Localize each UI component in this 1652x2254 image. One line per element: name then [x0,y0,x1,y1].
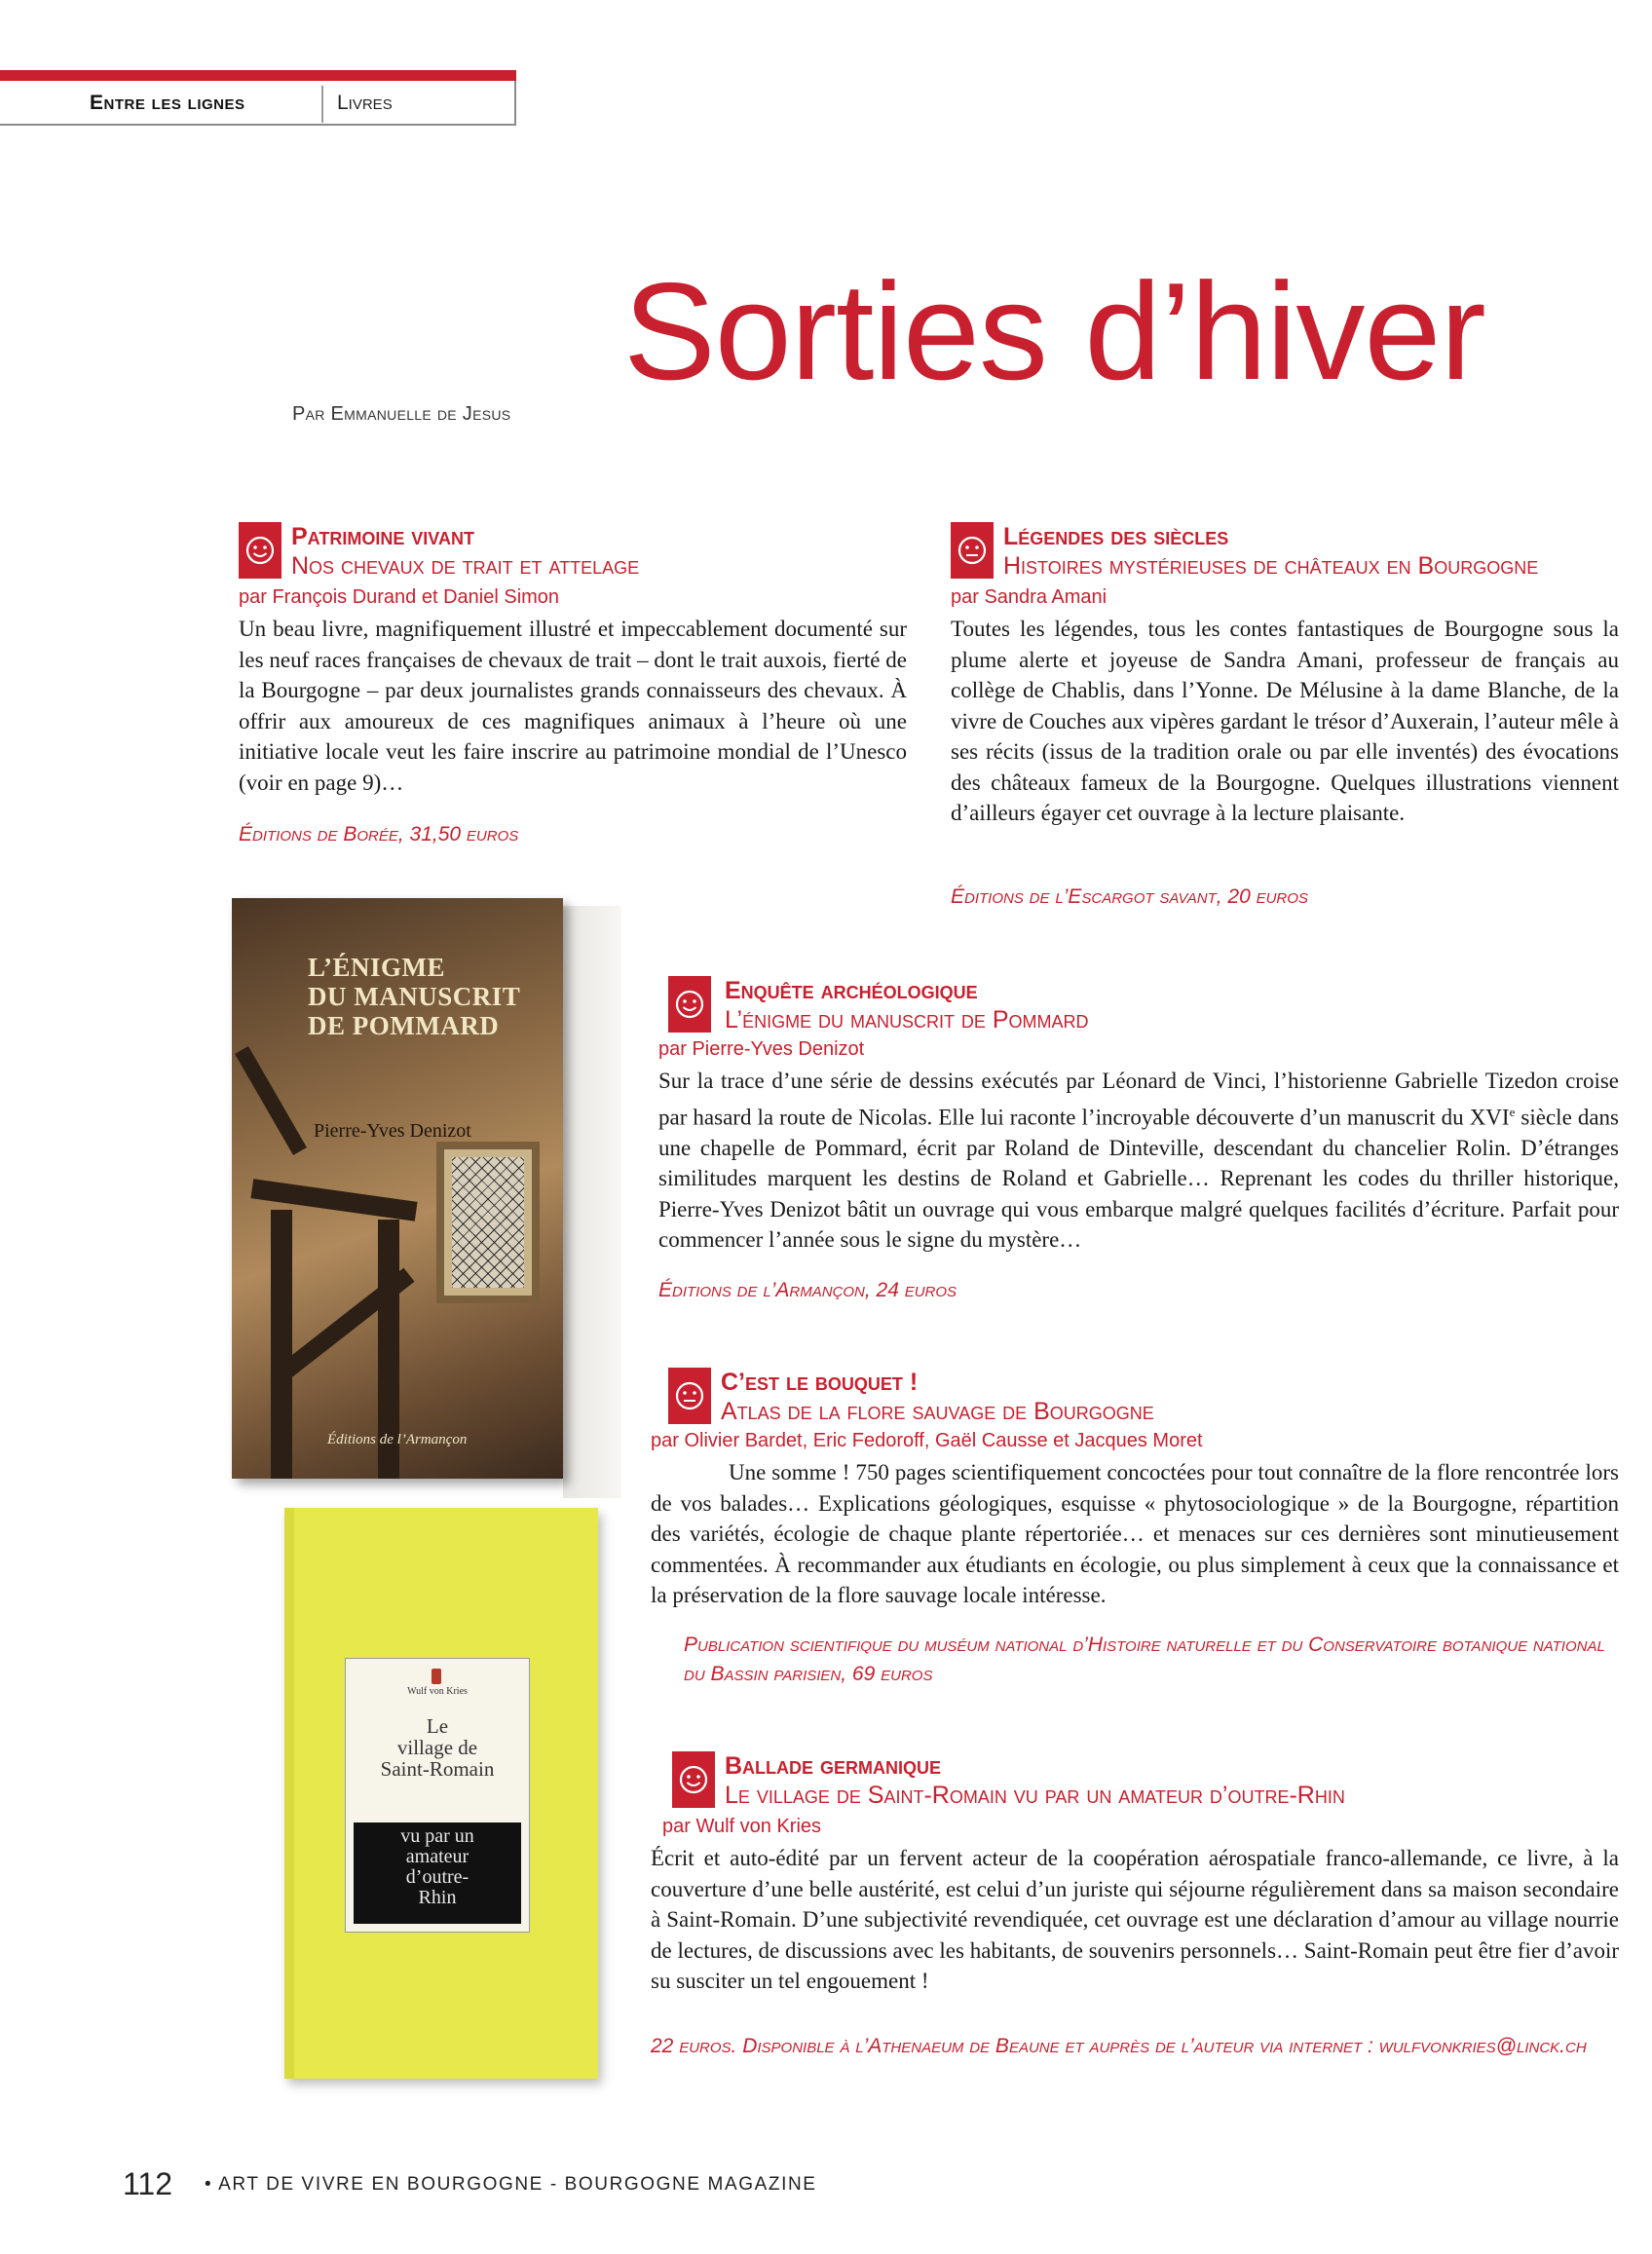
article-body: Une somme ! 750 pages scientifiquement concoctées pour tout connaître de la flore rencontrée lors de vos balades… Explications géologiques, esquisse « phytosociologique » de la Bourgogne, répartition des variétés, écologie de chaque plante répertoriée… et menaces sur ces dernières sont minutieusement commentées. À recommander aux étudiants en écologie, ou plus simplement à ceux que la connaissance et la préservation de la flore sauvage locale intéresse. [651,1460,1619,1607]
article-author: par Olivier Bardet, Eric Fedoroff, Gaël Causse et Jacques Moret [651,1430,1203,1451]
article-publisher: Éditions de l’Armançon, 24 euros [658,1279,957,1301]
cover-title-line: Le [426,1714,449,1738]
rubric-red-bar [0,70,516,81]
article-publisher: Éditions de Borée, 31,50 euros [239,823,519,845]
rubric-section: Entre les lignes [90,92,245,114]
article-category: Patrimoine vivant [291,523,474,550]
cover-title-line: L’ÉNIGME [308,953,446,982]
cover-title-line: village de [396,1736,478,1759]
article-title: L’énigme du manuscrit de Pommard [725,1006,1089,1033]
article-title: Le village de Saint-Romain vu par un amateur d’outre-Rhin [725,1782,1345,1809]
cover-title-line: DE POMMARD [308,1011,500,1040]
article-category: Ballade germanique [725,1752,941,1780]
article-publisher: Éditions de l’Escargot savant, 20 euros [951,885,1308,908]
article-body: Toutes les légendes, tous les contes fantastiques de Bourgogne sous la plume alerte et joyeuse de Sandra Amani, professeur de français au collège de Chablis, dans l’Yonne. De Mélusine à la dame Blanche, de la vivre de Couches aux vipères gardant le trésor d’Auxerain, l’auteur mêle à ses récits (issus de la tradition orale ou par elle inventés) des évocations des châteaux fameux de la Bourgogne. Quelques illustrations viennent d’ailleurs égayer cet ouvrage à la lecture plaisante. [951,617,1619,825]
article-author: par Wulf von Kries [662,1816,822,1837]
article-category: Enquête archéologique [725,977,978,1004]
leaded-window [436,1142,540,1303]
cover-title-line: Saint-Romain [380,1757,495,1781]
smile-icon [668,976,711,1033]
footer-text: • ART DE VIVRE EN BOURGOGNE - BOURGOGNE MAGAZINE [205,2174,817,2195]
cover-author: Wulf von Kries [407,1686,468,1697]
article-title: Histoires mystérieuses de châteaux en Bourgogne [1003,552,1539,580]
article-publisher: Publication scientifique du muséum national d’Histoire naturelle et du Conservatoire botanique national du Bassin parisien, 69 euros [684,1634,1605,1685]
article-author: par Sandra Amani [951,586,1108,608]
article-category: C’est le bouquet ! [721,1369,919,1396]
article-title: Nos chevaux de trait et attelage [291,552,640,580]
cover-title-line: DU MANUSCRIT [308,982,521,1011]
article-publisher: 22 euros. Disponible à l’Athenaeum de Beaune et auprès de l’auteur via internet : wulfvonkries@linck.ch [651,2035,1587,2057]
cover-editor: Éditions de l’Armançon [327,1432,468,1447]
cover-title-line: amateur [405,1846,469,1867]
article-category: Légendes des siècles [1003,523,1229,550]
cover-title-line: vu par un [400,1825,474,1847]
cover-title-card [345,1658,530,1933]
rubric-divider [321,86,323,123]
article-body: Écrit et auto-édité par un fervent acteur de la coopération aérospatiale franco-allemande, ce livre, à la couverture d’une belle austérité, est celui d’un juriste qui séjourne régulièrement dans sa maison secondaire à Saint-Romain. D’une subjectivité revendiquée, cet ouvrage est une déclaration d’amour au village nourrie de lectures, de discussions avec les habitants, de souvenirs personnels… Saint-Romain peut être fier d’avoir su susciter un tel engouement ! [651,1846,1619,1993]
book-pages-edge [563,906,621,1498]
article-author: par Pierre-Yves Denizot [658,1038,865,1060]
neutral-face-icon [668,1368,711,1424]
cover-title-line: d’outre- [405,1866,469,1888]
rubric-frame [0,81,516,126]
article-author: par François Durand et Daniel Simon [239,586,560,608]
smile-icon [672,1751,715,1808]
rubric-subsection: Livres [337,92,393,114]
article-body: Un beau livre, magnifiquement illustré et impeccablement documenté sur les neuf races françaises de chevaux de trait – dont le trait auxois, fierté de la Bourgogne – par deux journalistes grands connaisseurs des chevaux. À offrir aux amoureux de ces magnifiques animaux à l’heure où une initiative locale veut les faire inscrire au patrimoine mondial de l’Unesco (voir en page 9)… [239,617,907,795]
page-number: 112 [123,2166,173,2201]
book-cover-pommard [232,898,563,1479]
cover-title-line: Rhin [418,1887,457,1908]
page-title: Sorties d’hiver [623,254,1485,409]
article-body: Sur la trace d’une série de dessins exécutés par Léonard de Vinci, l’historienne Gabrielle Tizedon croise par hasard la route de Nicolas. Elle lui raconte l’incroyable découverte d’un manuscrit du XVIe siècle dans une chapelle de Pommard, écrit par Roland de Dinteville, descendant du chancelier Rolin. D’étranges similitudes marquent les destins de Roland et Gabrielle… Reprenant les codes du thriller historique, Pierre-Yves Denizot bâtit un ouvrage qui vous embarque malgré quelques facilités d’écriture. Parfait pour commencer l’année sous le signe du mystère… [658,1069,1619,1253]
smile-icon [239,522,282,579]
byline: Par Emmanuelle de Jesus [292,403,511,425]
book-cover-saint-romain [284,1508,598,2079]
publisher-logo-icon [432,1669,441,1684]
article-title: Atlas de la flore sauvage de Bourgogne [721,1398,1154,1425]
cover-author: Pierre-Yves Denizot [314,1120,471,1142]
neutral-face-icon [951,522,994,579]
